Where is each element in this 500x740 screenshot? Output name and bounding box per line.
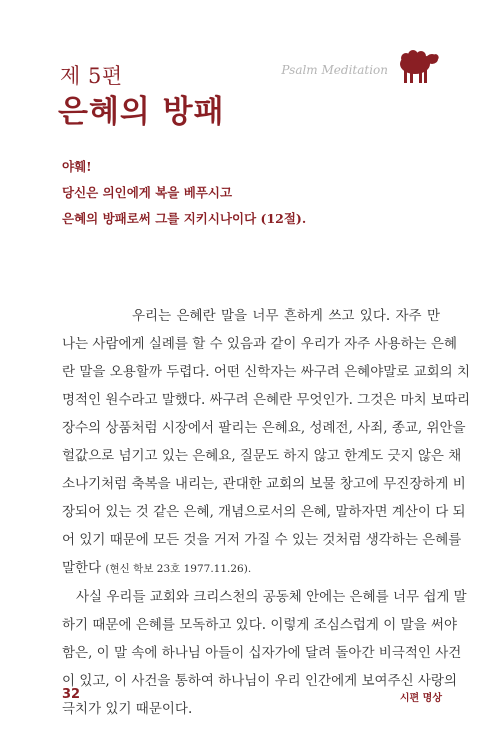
chapter-kicker: 제 5편 <box>60 64 123 88</box>
verse-line: 은혜의 방패로써 그를 지키시나이다 (12절). <box>62 211 307 226</box>
body-line: 하기 때문에 은혜를 모독하고 있다. 이렇게 조심스럽게 이 말을 써야 <box>62 617 458 633</box>
body-line: 어 있기 때문에 모든 것을 거저 가질 수 있는 것처럼 생각하는 은혜를 <box>62 532 462 548</box>
running-title: 시편 명상 <box>399 693 442 704</box>
body-line: 우리는 은혜란 말을 너무 흔하게 쓰고 있다. 자주 만 <box>132 308 440 324</box>
verse-line: 당신은 의인에게 복을 베푸시고 <box>62 185 233 200</box>
body-line-text: 말한다 <box>62 560 102 576</box>
body-line: 소나기처럼 축복을 내리는, 관대한 교회의 보물 창고에 무진장하게 비 <box>62 476 466 492</box>
verse-line: 야훼! <box>62 159 92 174</box>
body-line: 나는 사람에게 실례를 할 수 있음과 같이 우리가 자주 사용하는 은혜 <box>62 336 458 352</box>
sheep-icon <box>394 44 440 86</box>
body-line: 사실 우리들 교회와 크리스천의 공동체 안에는 은혜를 너무 쉽게 말 <box>76 589 467 605</box>
body-line: 명적인 원수라고 말했다. 싸구려 은혜란 무엇인가. 그것은 마치 보따리 <box>62 392 471 408</box>
body-line: 헐값으로 넘기고 있는 은혜요, 질문도 하지 않고 한계도 긋지 않은 채 <box>62 448 462 464</box>
page-number: 32 <box>62 687 81 702</box>
body-line: 이 있고, 이 사건을 통하여 하나님이 우리 인간에게 보여주신 사랑의 <box>62 673 458 689</box>
body-line: 란 말을 오용할까 두렵다. 어떤 신학자는 싸구려 은혜야말로 교회의 치 <box>62 364 471 380</box>
scripture-verse <box>62 154 306 232</box>
body-line: 극치가 있기 때문이다. <box>62 701 193 717</box>
body-line: 장되어 있는 것 같은 은혜, 개념으로서의 은혜, 말하자면 계산이 다 되 <box>62 504 466 520</box>
citation: (현신 학보 23호 1977.11.26). <box>105 563 252 575</box>
body-line <box>62 554 440 583</box>
chapter-title: 은혜의 방패 <box>58 94 225 130</box>
series-label: Psalm Meditation <box>281 63 388 77</box>
body-line: 장수의 상품처럼 시장에서 팔리는 은혜요, 성례전, 사죄, 종교, 위안을 <box>62 420 466 436</box>
body-text <box>62 302 471 723</box>
body-line: 함은, 이 말 속에 하나님 아들이 십자가에 달려 돌아간 비극적인 사건 <box>62 645 462 661</box>
